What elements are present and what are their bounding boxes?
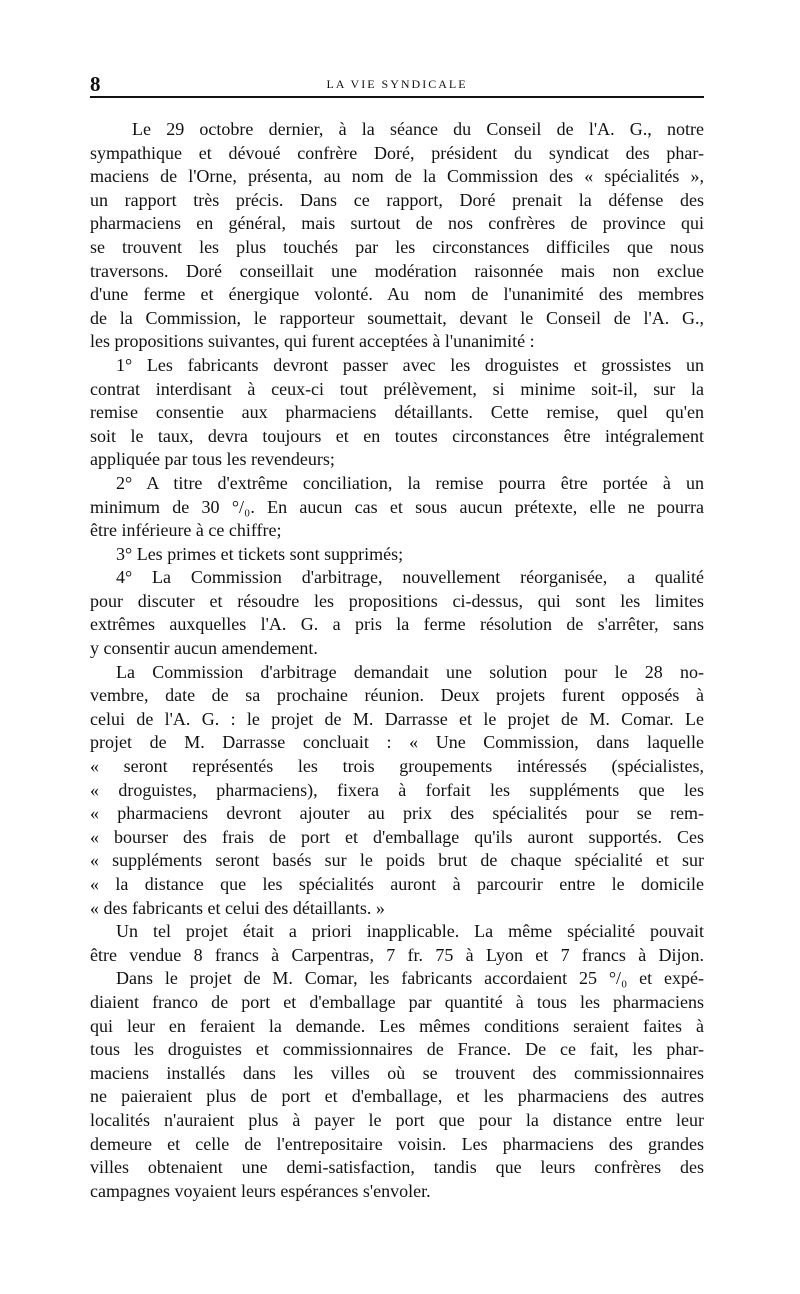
- text-line: celui de l'A. G. : le projet de M. Darrasse et le projet de M. Comar. Le: [90, 708, 704, 729]
- text-line: demeure et celle de l'entrepositaire voisin. Les pharmaciens des grandes: [90, 1133, 704, 1154]
- text-line: y consentir aucun amendement.: [90, 638, 318, 659]
- text-line: localités n'auraient plus à payer le port que pour la distance entre leur: [90, 1109, 704, 1130]
- text-line: sympathique et dévoué confrère Doré, président du syndicat des phar-: [90, 142, 704, 163]
- journal-title: LA VIE SYNDICALE: [326, 77, 468, 91]
- text-line: Le 29 octobre dernier, à la séance du Conseil de l'A. G., notre: [132, 119, 704, 139]
- text-line: 2° A titre d'extrême conciliation, la remise pourra être portée à un: [116, 472, 704, 493]
- text-line: Un tel projet était a priori inapplicable. La même spécialité pouvait: [116, 921, 704, 942]
- text-line: vembre, date de sa prochaine réunion. Deux projets furent opposés à: [90, 685, 704, 706]
- text-line: campagnes voyaient leurs espérances s'envoler.: [90, 1180, 431, 1201]
- running-head: [90, 74, 704, 98]
- text-line: « suppléments seront basés sur le poids brut de chaque spécialité et sur: [90, 850, 704, 871]
- text-line: appliquée par tous les revendeurs;: [90, 449, 335, 470]
- text-line: pharmaciens en général, mais surtout de nos confrères de province qui: [90, 213, 704, 234]
- text-line: traversons. Doré conseillait une modération raisonnée mais non exclue: [90, 260, 704, 281]
- text-line: « des fabricants et celui des détaillants. »: [90, 897, 385, 918]
- text-line: diaient franco de port et d'emballage par quantité à tous les pharmaciens: [90, 991, 704, 1012]
- text-line: remise consentie aux pharmaciens détaillants. Cette remise, quel qu'en: [90, 402, 704, 423]
- text-line: un rapport très précis. Dans ce rapport, Doré prenait la défense des: [90, 189, 704, 210]
- text-line: maciens de l'Orne, présenta, au nom de la Commission des « spécialités »,: [90, 166, 704, 187]
- text-line: pour discuter et résoudre les propositions ci-dessus, qui sont les limites: [90, 590, 704, 611]
- text-line: de la Commission, le rapporteur soumettait, devant le Conseil de l'A. G.,: [90, 307, 704, 328]
- text-line: villes obtenaient une demi-satisfaction, tandis que leurs confrères des: [90, 1157, 704, 1178]
- text-line: « pharmaciens devront ajouter au prix des spécialités pour se rem-: [90, 803, 704, 824]
- text-line: « seront représentés les trois groupements intéressés (spécialistes,: [90, 756, 704, 777]
- text-line: minimum de 30 °/₀. En aucun cas et sous aucun prétexte, elle ne pourra: [90, 496, 704, 517]
- text-line: maciens installés dans les villes où se trouvent des commissionnaires: [90, 1062, 704, 1083]
- text-line: d'une ferme et énergique volonté. Au nom de l'unanimité des membres: [90, 284, 704, 305]
- article-body: [90, 118, 704, 1203]
- text-line: La Commission d'arbitrage demandait une solution pour le 28 no-: [116, 661, 704, 682]
- text-line: « la distance que les spécialités auront à parcourir entre le domicile: [90, 874, 704, 894]
- text-line: être vendue 8 francs à Carpentras, 7 fr. 75 à Lyon et 7 francs à Dijon.: [90, 944, 704, 965]
- text-line: « bourser des frais de port et d'emballage qu'ils auront supportés. Ces: [90, 826, 704, 847]
- text-line: 4° La Commission d'arbitrage, nouvellement réorganisée, a qualité: [116, 567, 704, 588]
- text-line: projet de M. Darrasse concluait : « Une Commission, dans laquelle: [90, 732, 704, 753]
- text-line: se trouvent les plus touchés par les circonstances difficiles que nous: [90, 236, 704, 257]
- text-line: qui leur en feraient la demande. Les mêmes conditions seraient faites à: [90, 1015, 704, 1036]
- text-line: tous les droguistes et commissionnaires de France. De ce fait, les phar-: [90, 1039, 704, 1060]
- text-line: être inférieure à ce chiffre;: [90, 520, 282, 541]
- page-number: 8: [90, 72, 101, 96]
- text-line: ne paieraient plus de port et d'emballage, et les pharmaciens des autres: [90, 1086, 704, 1107]
- text-line: contrat interdisant à ceux-ci tout prélèvement, si minime soit-il, sur la: [90, 378, 704, 399]
- text-line: les propositions suivantes, qui furent acceptées à l'unanimité :: [90, 331, 535, 352]
- text-line: 1° Les fabricants devront passer avec les droguistes et grossistes un: [116, 354, 704, 375]
- text-line: 3° Les primes et tickets sont supprimés;: [116, 543, 404, 564]
- text-line: soit le taux, devra toujours et en toutes circonstances être intégralement: [90, 425, 704, 446]
- text-line: « droguistes, pharmaciens), fixera à forfait les suppléments que les: [90, 779, 704, 800]
- text-line: extrêmes auxquelles l'A. G. a pris la ferme résolution de s'arrêter, sans: [90, 614, 704, 635]
- text-line: Dans le projet de M. Comar, les fabricants accordaient 25 °/₀ et expé-: [116, 968, 704, 989]
